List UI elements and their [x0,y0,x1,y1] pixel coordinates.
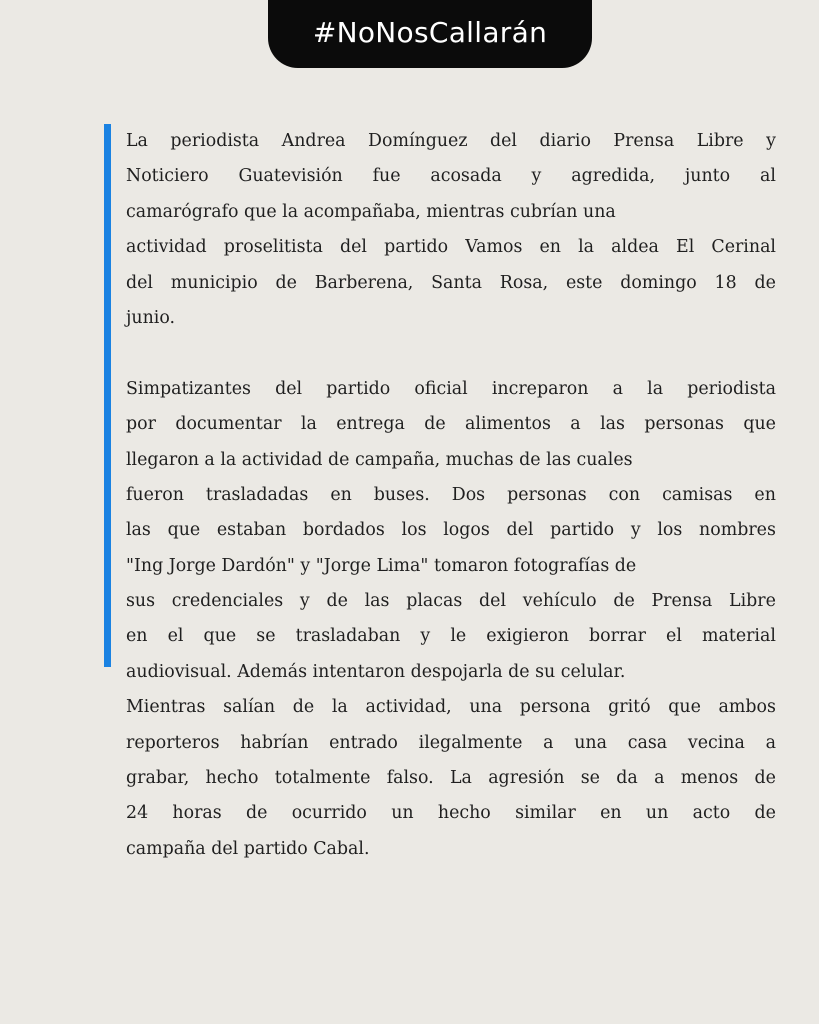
text-line: sus credenciales y de las placas del vehículo de Prensa Libre [126,591,776,612]
text-line: Mientras salían de la actividad, una persona gritó que ambos [126,697,776,718]
text-line: Simpatizantes del partido oficial increparon a la periodista [126,378,776,399]
text-line: actividad proselitista del partido Vamos en la aldea El Cerinal [126,237,776,258]
article-body [126,124,776,867]
text-line: "Ing Jorge Dardón" y "Jorge Lima" tomaron fotografías de [126,555,637,576]
text-line: camarógrafo que la acompañaba, mientras cubrían una [126,201,616,222]
paragraph-gap [126,336,776,371]
text-line: campaña del partido Cabal. [126,838,370,859]
text-line: las que estaban bordados los logos del partido y los nombres [126,520,776,541]
accent-bar [104,124,111,667]
text-line: audiovisual. Además intentaron despojarla de su celular. [126,661,626,682]
article-paragraph [126,372,776,867]
text-line: La periodista Andrea Domínguez del diario Prensa Libre y [126,131,776,151]
text-line: fueron trasladadas en buses. Dos personas con camisas en [126,484,776,505]
text-line: Noticiero Guatevisión fue acosada y agredida, junto al [126,166,776,187]
text-line: en el que se trasladaban y le exigieron borrar el material [126,626,776,647]
text-line: llegaron a la actividad de campaña, muchas de las cuales [126,449,633,470]
article-paragraph [126,124,776,336]
text-line: reporteros habrían entrado ilegalmente a una casa vecina a [126,732,776,753]
hashtag-title: #NoNosCallarán [312,15,548,49]
text-line: del municipio de Barberena, Santa Rosa, este domingo 18 de [126,272,776,293]
text-line: 24 horas de ocurrido un hecho similar en un acto de [126,803,776,824]
text-line: junio. [126,307,176,328]
hashtag-banner [268,0,592,68]
text-line: por documentar la entrega de alimentos a las personas que [126,414,776,435]
text-line: grabar, hecho totalmente falso. La agresión se da a menos de [126,768,776,789]
